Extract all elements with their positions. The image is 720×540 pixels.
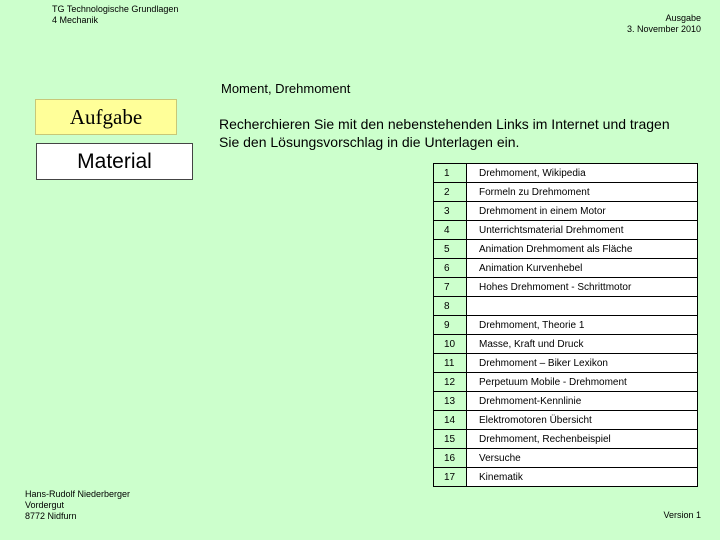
course-header: [52, 4, 178, 26]
edition-header: [627, 13, 701, 35]
course-title: TG Technologische Grundlagen: [52, 4, 179, 14]
version-label: Version 1: [663, 510, 701, 520]
link-cell: [467, 202, 698, 221]
link-number: 2: [434, 183, 467, 202]
link-number: 16: [434, 449, 467, 468]
table-row: [434, 354, 698, 373]
link-cell: [467, 468, 698, 487]
link-cell: [467, 335, 698, 354]
chapter-title: 4 Mechanik: [52, 15, 99, 25]
table-row: [434, 240, 698, 259]
edition-date: 3. November 2010: [626, 24, 701, 34]
resource-link[interactable]: Unterrichtsmaterial Drehmoment: [479, 224, 624, 236]
resource-link[interactable]: Drehmoment, Wikipedia: [479, 167, 586, 179]
link-cell: [467, 411, 698, 430]
links-table: [433, 163, 698, 487]
resource-link[interactable]: Drehmoment – Biker Lexikon: [479, 357, 608, 369]
link-cell: [467, 449, 698, 468]
link-number: 4: [434, 221, 467, 240]
link-number: 12: [434, 373, 467, 392]
material-button[interactable]: Material: [36, 143, 193, 180]
link-number: 3: [434, 202, 467, 221]
link-cell: [467, 183, 698, 202]
resource-link[interactable]: Drehmoment, Theorie 1: [479, 319, 585, 331]
author-street: Vordergut: [25, 500, 65, 510]
link-number: 1: [434, 164, 467, 183]
resource-link[interactable]: Elektromotoren Übersicht: [479, 414, 592, 426]
table-row: [434, 335, 698, 354]
link-cell: [467, 297, 698, 316]
table-row: [434, 202, 698, 221]
resource-link[interactable]: Drehmoment-Kennlinie: [479, 395, 582, 407]
link-number: 10: [434, 335, 467, 354]
resource-link[interactable]: Animation Kurvenhebel: [479, 262, 583, 274]
link-number: 6: [434, 259, 467, 278]
resource-link[interactable]: Drehmoment, Rechenbeispiel: [479, 433, 611, 445]
task-description: Recherchieren Sie mit den nebenstehenden Links im Internet und tragen Sie den Lösungsvorschlag in die Unterlagen ein.: [219, 116, 670, 150]
resource-link[interactable]: Versuche: [479, 452, 521, 464]
resource-link[interactable]: Kinematik: [479, 471, 523, 483]
page-title: Moment, Drehmoment: [221, 81, 351, 96]
resource-link[interactable]: Perpetuum Mobile - Drehmoment: [479, 376, 627, 388]
table-row: [434, 373, 698, 392]
link-cell: [467, 240, 698, 259]
table-row: [434, 392, 698, 411]
author-info: [25, 489, 130, 522]
author-name: Hans-Rudolf Niederberger: [25, 489, 131, 499]
edition-label: Ausgabe: [665, 13, 701, 23]
link-cell: [467, 221, 698, 240]
table-row: [434, 468, 698, 487]
link-number: 14: [434, 411, 467, 430]
link-cell: [467, 278, 698, 297]
link-cell: [467, 164, 698, 183]
table-row: [434, 316, 698, 335]
link-number: 9: [434, 316, 467, 335]
link-number: 11: [434, 354, 467, 373]
resource-link[interactable]: Hohes Drehmoment - Schrittmotor: [479, 281, 632, 293]
table-row: [434, 430, 698, 449]
link-cell: [467, 430, 698, 449]
resource-link[interactable]: Formeln zu Drehmoment: [479, 186, 590, 198]
author-city: 8772 Nidfurn: [25, 511, 77, 521]
table-row: [434, 183, 698, 202]
table-row: [434, 164, 698, 183]
link-cell: [467, 373, 698, 392]
link-cell: [467, 392, 698, 411]
link-number: 7: [434, 278, 467, 297]
link-cell: [467, 316, 698, 335]
link-number: 5: [434, 240, 467, 259]
table-row: [434, 449, 698, 468]
link-number: 13: [434, 392, 467, 411]
table-row: [434, 221, 698, 240]
table-row: [434, 259, 698, 278]
table-row: [434, 278, 698, 297]
link-number: 17: [434, 468, 467, 487]
aufgabe-button[interactable]: Aufgabe: [35, 99, 177, 135]
link-cell: [467, 354, 698, 373]
resource-link[interactable]: Masse, Kraft und Druck: [479, 338, 584, 350]
table-row: [434, 411, 698, 430]
link-number: 15: [434, 430, 467, 449]
resource-link[interactable]: Animation Drehmoment als Fläche: [479, 243, 633, 255]
table-row: [434, 297, 698, 316]
resource-link[interactable]: Drehmoment in einem Motor: [479, 205, 606, 217]
link-cell: [467, 259, 698, 278]
link-number: 8: [434, 297, 467, 316]
